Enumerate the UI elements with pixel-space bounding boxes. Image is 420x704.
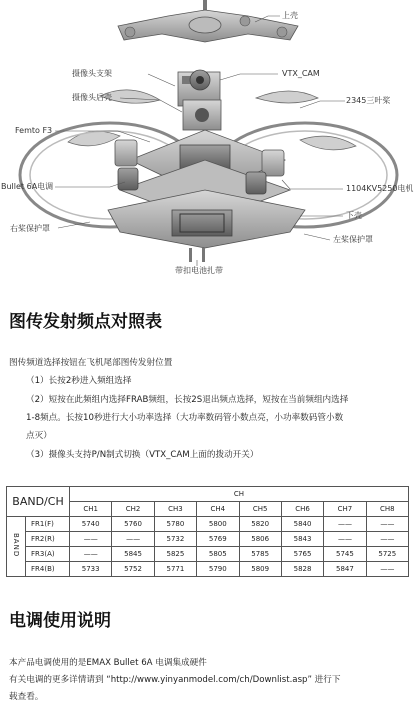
table-cell: —— [366, 562, 408, 577]
table-cell: 5820 [239, 517, 281, 532]
vtx-step-1: （1）长按2秒进入频组选择 [26, 376, 132, 386]
table-cell: 5752 [112, 562, 154, 577]
table-cell: 5760 [112, 517, 154, 532]
table-row-band: FR3(A) [26, 547, 70, 562]
label-bottom-shell: 下壳 [346, 211, 362, 220]
section-title-esc: 电调使用说明 [9, 611, 111, 631]
table-cell: 5800 [197, 517, 239, 532]
table-channel-header: CH3 [154, 502, 196, 517]
table-channel-header: CH4 [197, 502, 239, 517]
section-title-vtx-frequency: 图传发射频点对照表 [9, 312, 162, 332]
table-cell: 5809 [239, 562, 281, 577]
table-cell: 5733 [70, 562, 112, 577]
label-battery-strap: 带扣电池扎带 [175, 266, 223, 275]
table-row [7, 532, 409, 547]
esc-line-1: 本产品电调使用的是EMAX Bullet 6A 电调集成硬件 [9, 658, 207, 668]
table-channel-header: CH2 [112, 502, 154, 517]
bottom-shell-part [108, 190, 305, 248]
table-cell: 5847 [324, 562, 366, 577]
table-corner-header: BAND/CH [7, 487, 70, 517]
label-esc: Bullet 6A电调 [1, 182, 54, 191]
table-cell: —— [70, 532, 112, 547]
table-row [7, 562, 409, 577]
table-row-band: FR2(R) [26, 532, 70, 547]
esc-line-2: 有关电调的更多详情请到 “http://www.yinyanmodel.com/ch/Downlist.asp” 进行下 [9, 675, 341, 685]
table-cell: —— [70, 547, 112, 562]
table-cell: 5840 [281, 517, 323, 532]
label-flight-controller: Femto F3 [15, 126, 53, 135]
table-cell: 5845 [112, 547, 154, 562]
table-cell: 5828 [281, 562, 323, 577]
vtx-step-3: （3）摄像头支持P/N制式切换（VTX_CAM上面的拨动开关） [26, 450, 259, 460]
vtx-step-2-line2: 1-8频点。长按10秒进行大小功率选择（大功率数码管小数点亮，小功率数码管小数 [26, 413, 344, 423]
table-cell: 5765 [281, 547, 323, 562]
table-cell: —— [112, 532, 154, 547]
table-row [7, 517, 409, 532]
table-row [7, 547, 409, 562]
table-channel-header: CH1 [70, 502, 112, 517]
table-cell: —— [366, 517, 408, 532]
table-cell: 5771 [154, 562, 196, 577]
table-cell: 5843 [281, 532, 323, 547]
exploded-view-diagram [0, 0, 420, 285]
table-cell: —— [324, 517, 366, 532]
table-cell: 5769 [197, 532, 239, 547]
top-shell-part [118, 10, 298, 42]
table-cell: 5725 [366, 547, 408, 562]
label-propeller: 2345三叶桨 [346, 96, 391, 105]
band-vertical-text: BAND [12, 533, 20, 558]
table-cell: 5806 [239, 532, 281, 547]
table-cell: 5740 [70, 517, 112, 532]
table-band-side-label [7, 517, 26, 577]
table-ch-header: CH [70, 487, 409, 502]
table-cell: 5780 [154, 517, 196, 532]
table-cell: —— [324, 532, 366, 547]
vtx-intro-text: 图传频道选择按钮在飞机尾部图传发射位置 [9, 358, 173, 368]
vtx-step-2-line3: 点灭） [26, 431, 52, 441]
esc-line-3: 载查看。 [9, 692, 44, 702]
table-cell: 5785 [239, 547, 281, 562]
label-left-guard: 左桨保护罩 [333, 235, 373, 244]
table-row-band: FR1(F) [26, 517, 70, 532]
table-cell: 5805 [197, 547, 239, 562]
label-camera-mount: 摄像头支架 [72, 69, 112, 78]
table-channel-header: CH7 [324, 502, 366, 517]
frequency-table [6, 486, 409, 577]
vtx-step-2-line1: （2）短按在此频组内选择FRAB频组，长按2S退出频点选择，短按在当前频组内选择 [26, 395, 349, 405]
label-camera-rear-shell: 摄像头后壳 [72, 93, 112, 102]
label-top-shell: 上壳 [282, 11, 298, 20]
table-row-band: FR4(B) [26, 562, 70, 577]
camera-assembly-part [178, 70, 221, 130]
table-channel-header: CH6 [281, 502, 323, 517]
table-cell: —— [366, 532, 408, 547]
table-channel-header: CH5 [239, 502, 281, 517]
table-cell: 5825 [154, 547, 196, 562]
table-cell: 5745 [324, 547, 366, 562]
table-cell: 5790 [197, 562, 239, 577]
battery-strap-part [189, 248, 205, 262]
label-vtx-cam: VTX_CAM [282, 69, 320, 78]
label-right-guard: 右桨保护罩 [10, 224, 50, 233]
table-channel-header: CH8 [366, 502, 408, 517]
table-cell: 5732 [154, 532, 196, 547]
label-motor: 1104KV5250电机 [346, 184, 414, 193]
frequency-table-wrapper [6, 486, 409, 577]
